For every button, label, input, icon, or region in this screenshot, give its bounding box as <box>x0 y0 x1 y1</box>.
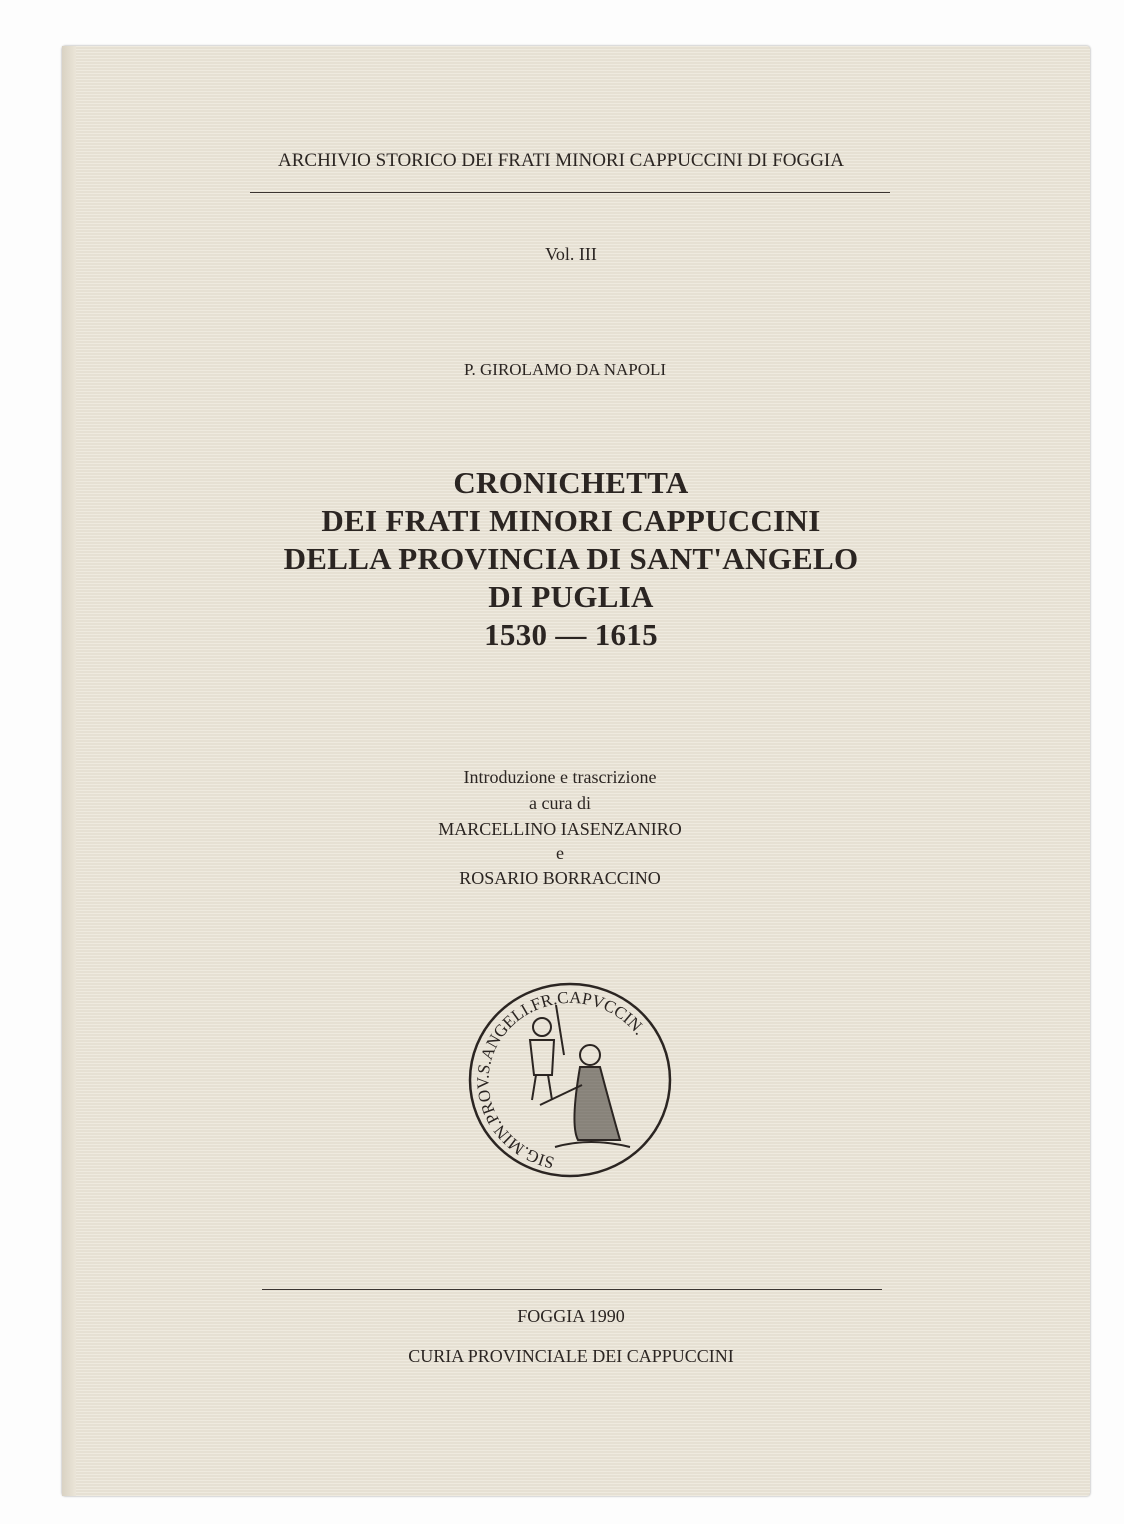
title-dates: 1530 — 1615 <box>484 617 658 652</box>
credits-intro: Introduzione e trascrizione <box>463 767 657 787</box>
series-title: ARCHIVIO STORICO DEI FRATI MINORI CAPPUCCINI DI FOGGIA <box>278 150 844 171</box>
credits-and: e <box>556 843 564 863</box>
bottom-rule <box>262 1289 882 1290</box>
author: P. GIROLAMO DA NAPOLI <box>463 360 667 379</box>
seal-figures-icon <box>530 1005 630 1147</box>
publisher: CURIA PROVINCIALE DEI CAPPUCCINI <box>408 1346 734 1366</box>
volume-number: Vol. III <box>545 244 597 264</box>
capuchin-seal <box>460 975 680 1185</box>
title-line-4: DI PUGLIA <box>488 579 654 614</box>
title-line-1: CRONICHETTA <box>453 465 689 500</box>
top-rule <box>250 192 890 193</box>
editor-1: MARCELLINO IASENZANIRO <box>438 819 682 839</box>
editor-2: ROSARIO BORRACCINO <box>459 868 661 888</box>
title-line-3: DELLA PROVINCIA DI SANT'ANGELO <box>283 541 859 576</box>
seal-text: SIG.MIN.PROV.S.ANGELI.FR.CAPVCCIN. <box>473 987 650 1173</box>
title-line-2: DEI FRATI MINORI CAPPUCCINI <box>321 503 821 538</box>
place-year: FOGGIA 1990 <box>517 1306 625 1326</box>
credits-edited-by: a cura di <box>529 793 591 813</box>
